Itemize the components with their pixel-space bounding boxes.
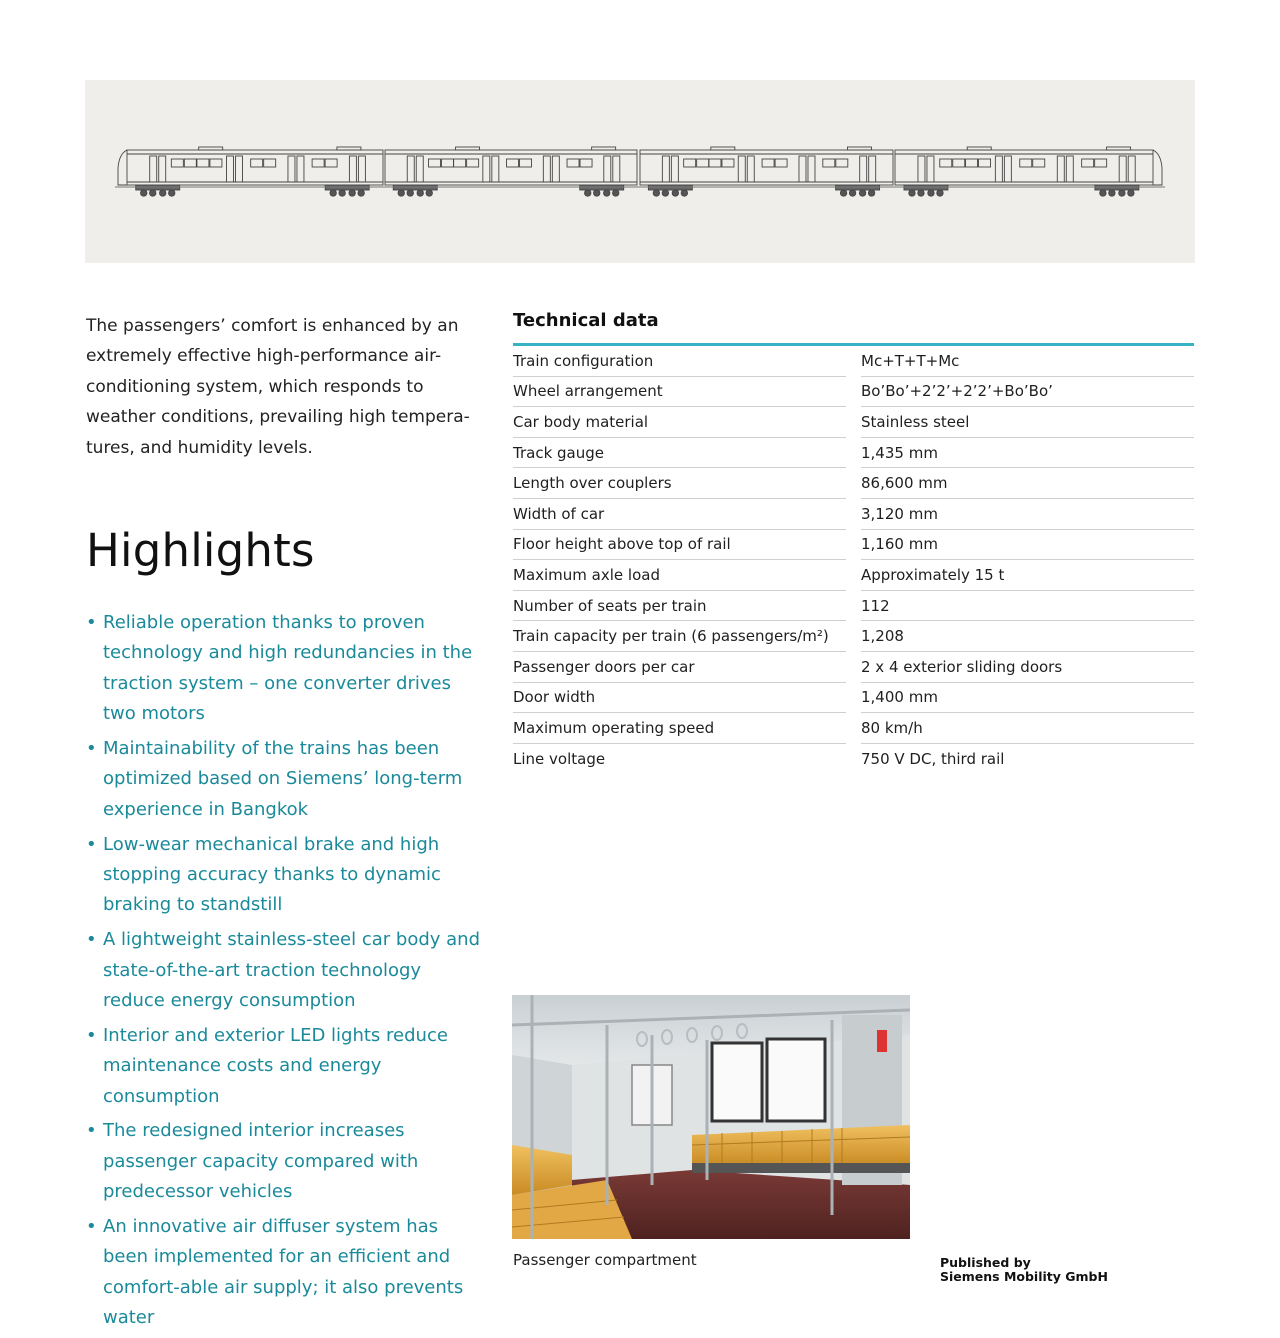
- train-side-view-drawing: [85, 80, 1195, 263]
- spec-label: Length over couplers: [513, 468, 846, 499]
- table-row: [513, 407, 1194, 438]
- table-row: [513, 437, 1194, 468]
- train-drawing-banner: [85, 80, 1195, 263]
- publisher-label: Published by: [940, 1255, 1031, 1270]
- highlight-item: • The redesigned interior increases passenger capacity compared with predecessor vehicles: [86, 1116, 486, 1207]
- highlights-list: [86, 608, 486, 1338]
- table-row: [513, 346, 1194, 376]
- spec-value: Stainless steel: [861, 407, 1194, 438]
- spec-value: 112: [861, 590, 1194, 621]
- spec-value: 2 x 4 exterior sliding doors: [861, 651, 1194, 682]
- spec-label: Train capacity per train (6 passengers/m²): [513, 621, 846, 652]
- intro-text: The passengers’ comfort is enhanced by an extremely effective high-performance air-conditioning system, which responds to weather conditions, prevailing high tempera-tures, and humidity levels.: [86, 316, 470, 458]
- spec-value: Mc+T+T+Mc: [861, 346, 1194, 376]
- spec-label: Track gauge: [513, 437, 846, 468]
- table-row: [513, 743, 1194, 773]
- spec-label: Passenger doors per car: [513, 651, 846, 682]
- spec-value: 1,400 mm: [861, 682, 1194, 713]
- spec-label: Car body material: [513, 407, 846, 438]
- highlight-item: • A lightweight stainless-steel car body and state-of-the-art traction technology reduce energy consumption: [86, 925, 486, 1016]
- table-row: [513, 682, 1194, 713]
- spec-label: Maximum operating speed: [513, 713, 846, 744]
- spec-label: Wheel arrangement: [513, 376, 846, 407]
- publisher-name: Siemens Mobility GmbH: [940, 1269, 1108, 1284]
- spec-value: 1,208: [861, 621, 1194, 652]
- table-row: [513, 498, 1194, 529]
- spec-label: Maximum axle load: [513, 560, 846, 591]
- spec-value: Bo’Bo’+2’2’+2’2’+Bo’Bo’: [861, 376, 1194, 407]
- spec-label: Number of seats per train: [513, 590, 846, 621]
- passenger-compartment-photo: [512, 995, 910, 1239]
- spec-value: 1,160 mm: [861, 529, 1194, 560]
- highlights-heading: Highlights: [86, 524, 315, 577]
- spec-label: Width of car: [513, 498, 846, 529]
- highlight-item: • Low-wear mechanical brake and high stopping accuracy thanks to dynamic braking to standstill: [86, 830, 486, 921]
- spec-value: 1,435 mm: [861, 437, 1194, 468]
- spec-value: 3,120 mm: [861, 498, 1194, 529]
- technical-data-table: [513, 346, 1194, 773]
- spec-value: 750 V DC, third rail: [861, 749, 1005, 768]
- technical-data-heading: Technical data: [513, 310, 659, 331]
- spec-value: 80 km/h: [861, 713, 1194, 744]
- table-row: [513, 651, 1194, 682]
- spec-label: Door width: [513, 682, 846, 713]
- spec-label: Train configuration: [513, 346, 846, 376]
- table-row: [513, 529, 1194, 560]
- highlight-item: • Reliable operation thanks to proven technology and high redundancies in the traction system – one converter drives two motors: [86, 608, 486, 730]
- table-row: [513, 713, 1194, 744]
- spec-value: Approximately 15 t: [861, 560, 1194, 591]
- spec-label: Line voltage: [513, 749, 606, 768]
- spec-value: 86,600 mm: [861, 468, 1194, 499]
- table-row: [513, 376, 1194, 407]
- table-row: [513, 621, 1194, 652]
- highlight-item: • An innovative air diffuser system has been implemented for an efficient and comfort-able air supply; it also prevents water: [86, 1212, 486, 1334]
- photo-caption: Passenger compartment: [513, 1251, 697, 1269]
- highlight-item: • Maintainability of the trains has been optimized based on Siemens’ long-term experience in Bangkok: [86, 734, 486, 825]
- highlight-item: • Interior and exterior LED lights reduce maintenance costs and energy consumption: [86, 1021, 486, 1112]
- passenger-compartment-illustration: [512, 995, 910, 1239]
- table-row: [513, 590, 1194, 621]
- table-row: [513, 468, 1194, 499]
- table-row: [513, 560, 1194, 591]
- spec-label: Floor height above top of rail: [513, 529, 846, 560]
- intro-paragraph: [86, 311, 476, 463]
